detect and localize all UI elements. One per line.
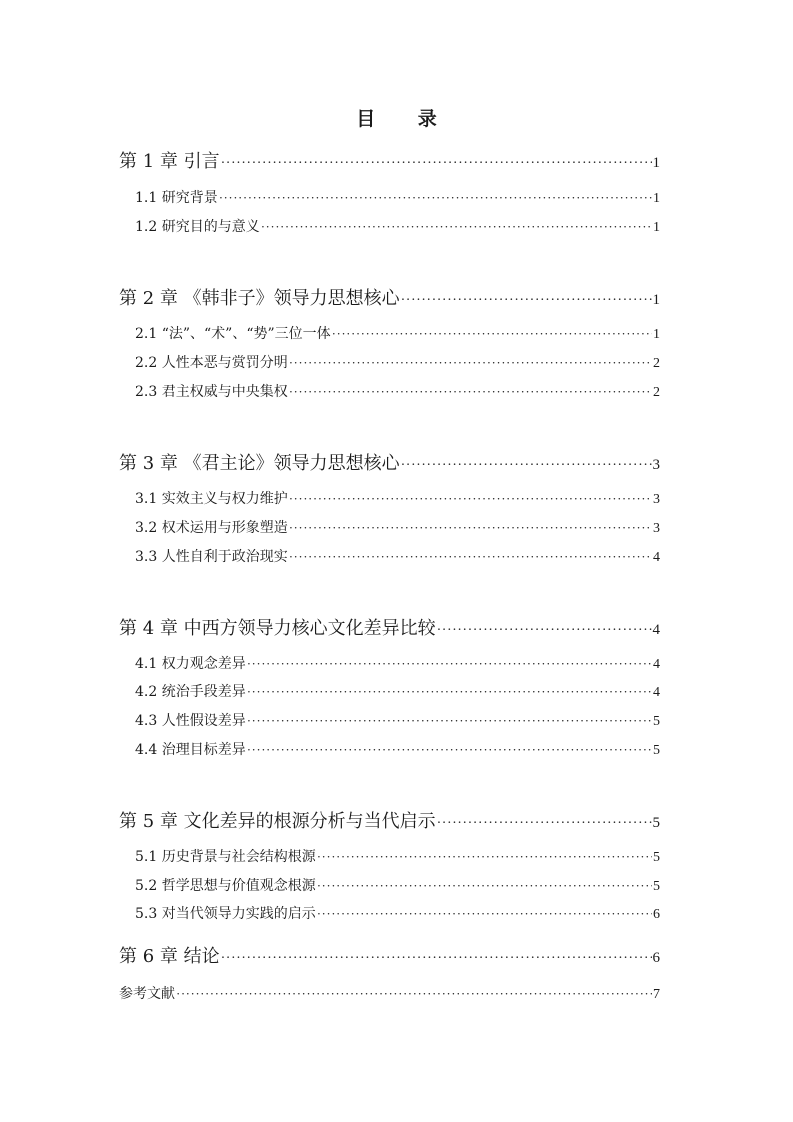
dot-leader [437, 623, 652, 639]
toc-entry-chapter-4[interactable] [119, 614, 660, 640]
toc-entry-label: 4.2 统治手段差异 [135, 684, 246, 700]
dot-leader [317, 878, 652, 894]
toc-entry-section-1-2[interactable] [135, 216, 660, 236]
dot-leader [247, 656, 652, 672]
dot-leader [176, 986, 652, 1002]
toc-page-number: 1 [652, 292, 660, 308]
dot-leader [247, 684, 652, 700]
toc-page-number: 5 [653, 714, 660, 729]
dot-leader [401, 458, 652, 474]
toc-entry-label: 第 5 章 文化差异的根源分析与当代启示 [119, 811, 436, 832]
toc-entry-label: 4.4 治理目标差异 [135, 742, 246, 758]
dot-leader [437, 816, 652, 832]
toc-page-number: 5 [652, 815, 660, 831]
toc-entry-label: 4.3 人性假设差异 [135, 713, 246, 729]
dot-leader [332, 326, 652, 342]
toc-entry-label: 1.1 研究背景 [135, 190, 218, 206]
toc-entry-references[interactable] [119, 983, 660, 1003]
toc-entry-chapter-2[interactable] [119, 284, 660, 310]
toc-entry-label: 第 4 章 中西方领导力核心文化差异比较 [119, 618, 436, 639]
dot-leader [221, 156, 652, 172]
toc-entry-label: 第 2 章 《韩非子》领导力思想核心 [119, 288, 400, 309]
toc-page-number: 5 [653, 879, 660, 894]
toc-entry-section-1-1[interactable] [135, 187, 660, 207]
toc-page-number: 4 [652, 622, 660, 638]
toc-entry-section-4-3[interactable] [135, 710, 660, 730]
dot-leader [221, 951, 652, 967]
toc-page-number: 3 [653, 492, 660, 507]
toc-title: 目 录 [356, 108, 455, 130]
toc-entry-section-2-2[interactable] [135, 352, 660, 372]
toc-page-number: 5 [653, 850, 660, 865]
toc-entry-label: 2.2 人性本恶与赏罚分明 [135, 355, 288, 371]
dot-leader [289, 549, 652, 565]
toc-entry-label: 5.3 对当代领导力实践的启示 [135, 906, 316, 922]
toc-entry-label: 3.2 权术运用与形象塑造 [135, 520, 288, 536]
dot-leader [317, 849, 652, 865]
toc-page-number: 1 [653, 327, 660, 342]
toc-entry-chapter-6[interactable] [119, 942, 660, 968]
toc-page-number: 5 [653, 743, 660, 758]
toc-entry-label: 2.3 君主权威与中央集权 [135, 384, 288, 400]
toc-entry-section-4-2[interactable] [135, 681, 660, 701]
toc-page-number: 1 [653, 191, 660, 206]
dot-leader [261, 219, 652, 235]
toc-page-number: 6 [653, 907, 660, 922]
toc-entry-chapter-3[interactable] [119, 449, 660, 475]
toc-page-number: 2 [653, 356, 660, 371]
dot-leader [289, 384, 652, 400]
toc-page-number: 7 [653, 987, 660, 1002]
toc-entry-section-3-3[interactable] [135, 546, 660, 566]
toc-entry-label: 3.1 实效主义与权力维护 [135, 491, 288, 507]
toc-entry-label: 参考文献 [119, 986, 175, 1002]
dot-leader [289, 355, 652, 371]
toc-page-number: 6 [652, 950, 660, 966]
dot-leader [317, 906, 652, 922]
toc-entry-section-4-1[interactable] [135, 653, 660, 673]
toc-page-number: 1 [652, 155, 660, 171]
toc-page-number: 3 [653, 521, 660, 536]
toc-entry-label: 5.1 历史背景与社会结构根源 [135, 849, 316, 865]
dot-leader [247, 742, 652, 758]
toc-entry-section-2-1[interactable] [135, 323, 660, 343]
toc-entry-label: 1.2 研究目的与意义 [135, 219, 260, 235]
toc-entry-section-4-4[interactable] [135, 739, 660, 759]
toc-entry-section-5-1[interactable] [135, 846, 660, 866]
toc-page-number: 4 [653, 657, 660, 672]
toc-entry-label: 2.1 “法”、“术”、“势”三位一体 [135, 326, 331, 342]
toc-entry-label: 第 1 章 引言 [119, 151, 220, 172]
toc-page-number: 3 [652, 457, 660, 473]
toc-entry-label: 3.3 人性自利于政治现实 [135, 549, 288, 565]
toc-entry-label: 第 6 章 结论 [119, 946, 220, 967]
toc-entry-section-5-2[interactable] [135, 875, 660, 895]
dot-leader [289, 520, 652, 536]
dot-leader [247, 713, 652, 729]
toc-entry-label: 第 3 章 《君主论》领导力思想核心 [119, 453, 400, 474]
toc-page-number: 4 [653, 685, 660, 700]
dot-leader [219, 190, 652, 206]
toc-page-number: 1 [653, 220, 660, 235]
toc-entry-chapter-1[interactable] [119, 147, 660, 173]
dot-leader [289, 491, 652, 507]
toc-entry-section-3-1[interactable] [135, 488, 660, 508]
toc-entry-section-3-2[interactable] [135, 517, 660, 537]
toc-page-number: 4 [653, 550, 660, 565]
toc-entry-chapter-5[interactable] [119, 807, 660, 833]
toc-entry-section-2-3[interactable] [135, 381, 660, 401]
dot-leader [401, 293, 652, 309]
toc-page-number: 2 [653, 385, 660, 400]
toc-entry-label: 4.1 权力观念差异 [135, 656, 246, 672]
toc-entry-section-5-3[interactable] [135, 903, 660, 923]
toc-entry-label: 5.2 哲学思想与价值观念根源 [135, 878, 316, 894]
